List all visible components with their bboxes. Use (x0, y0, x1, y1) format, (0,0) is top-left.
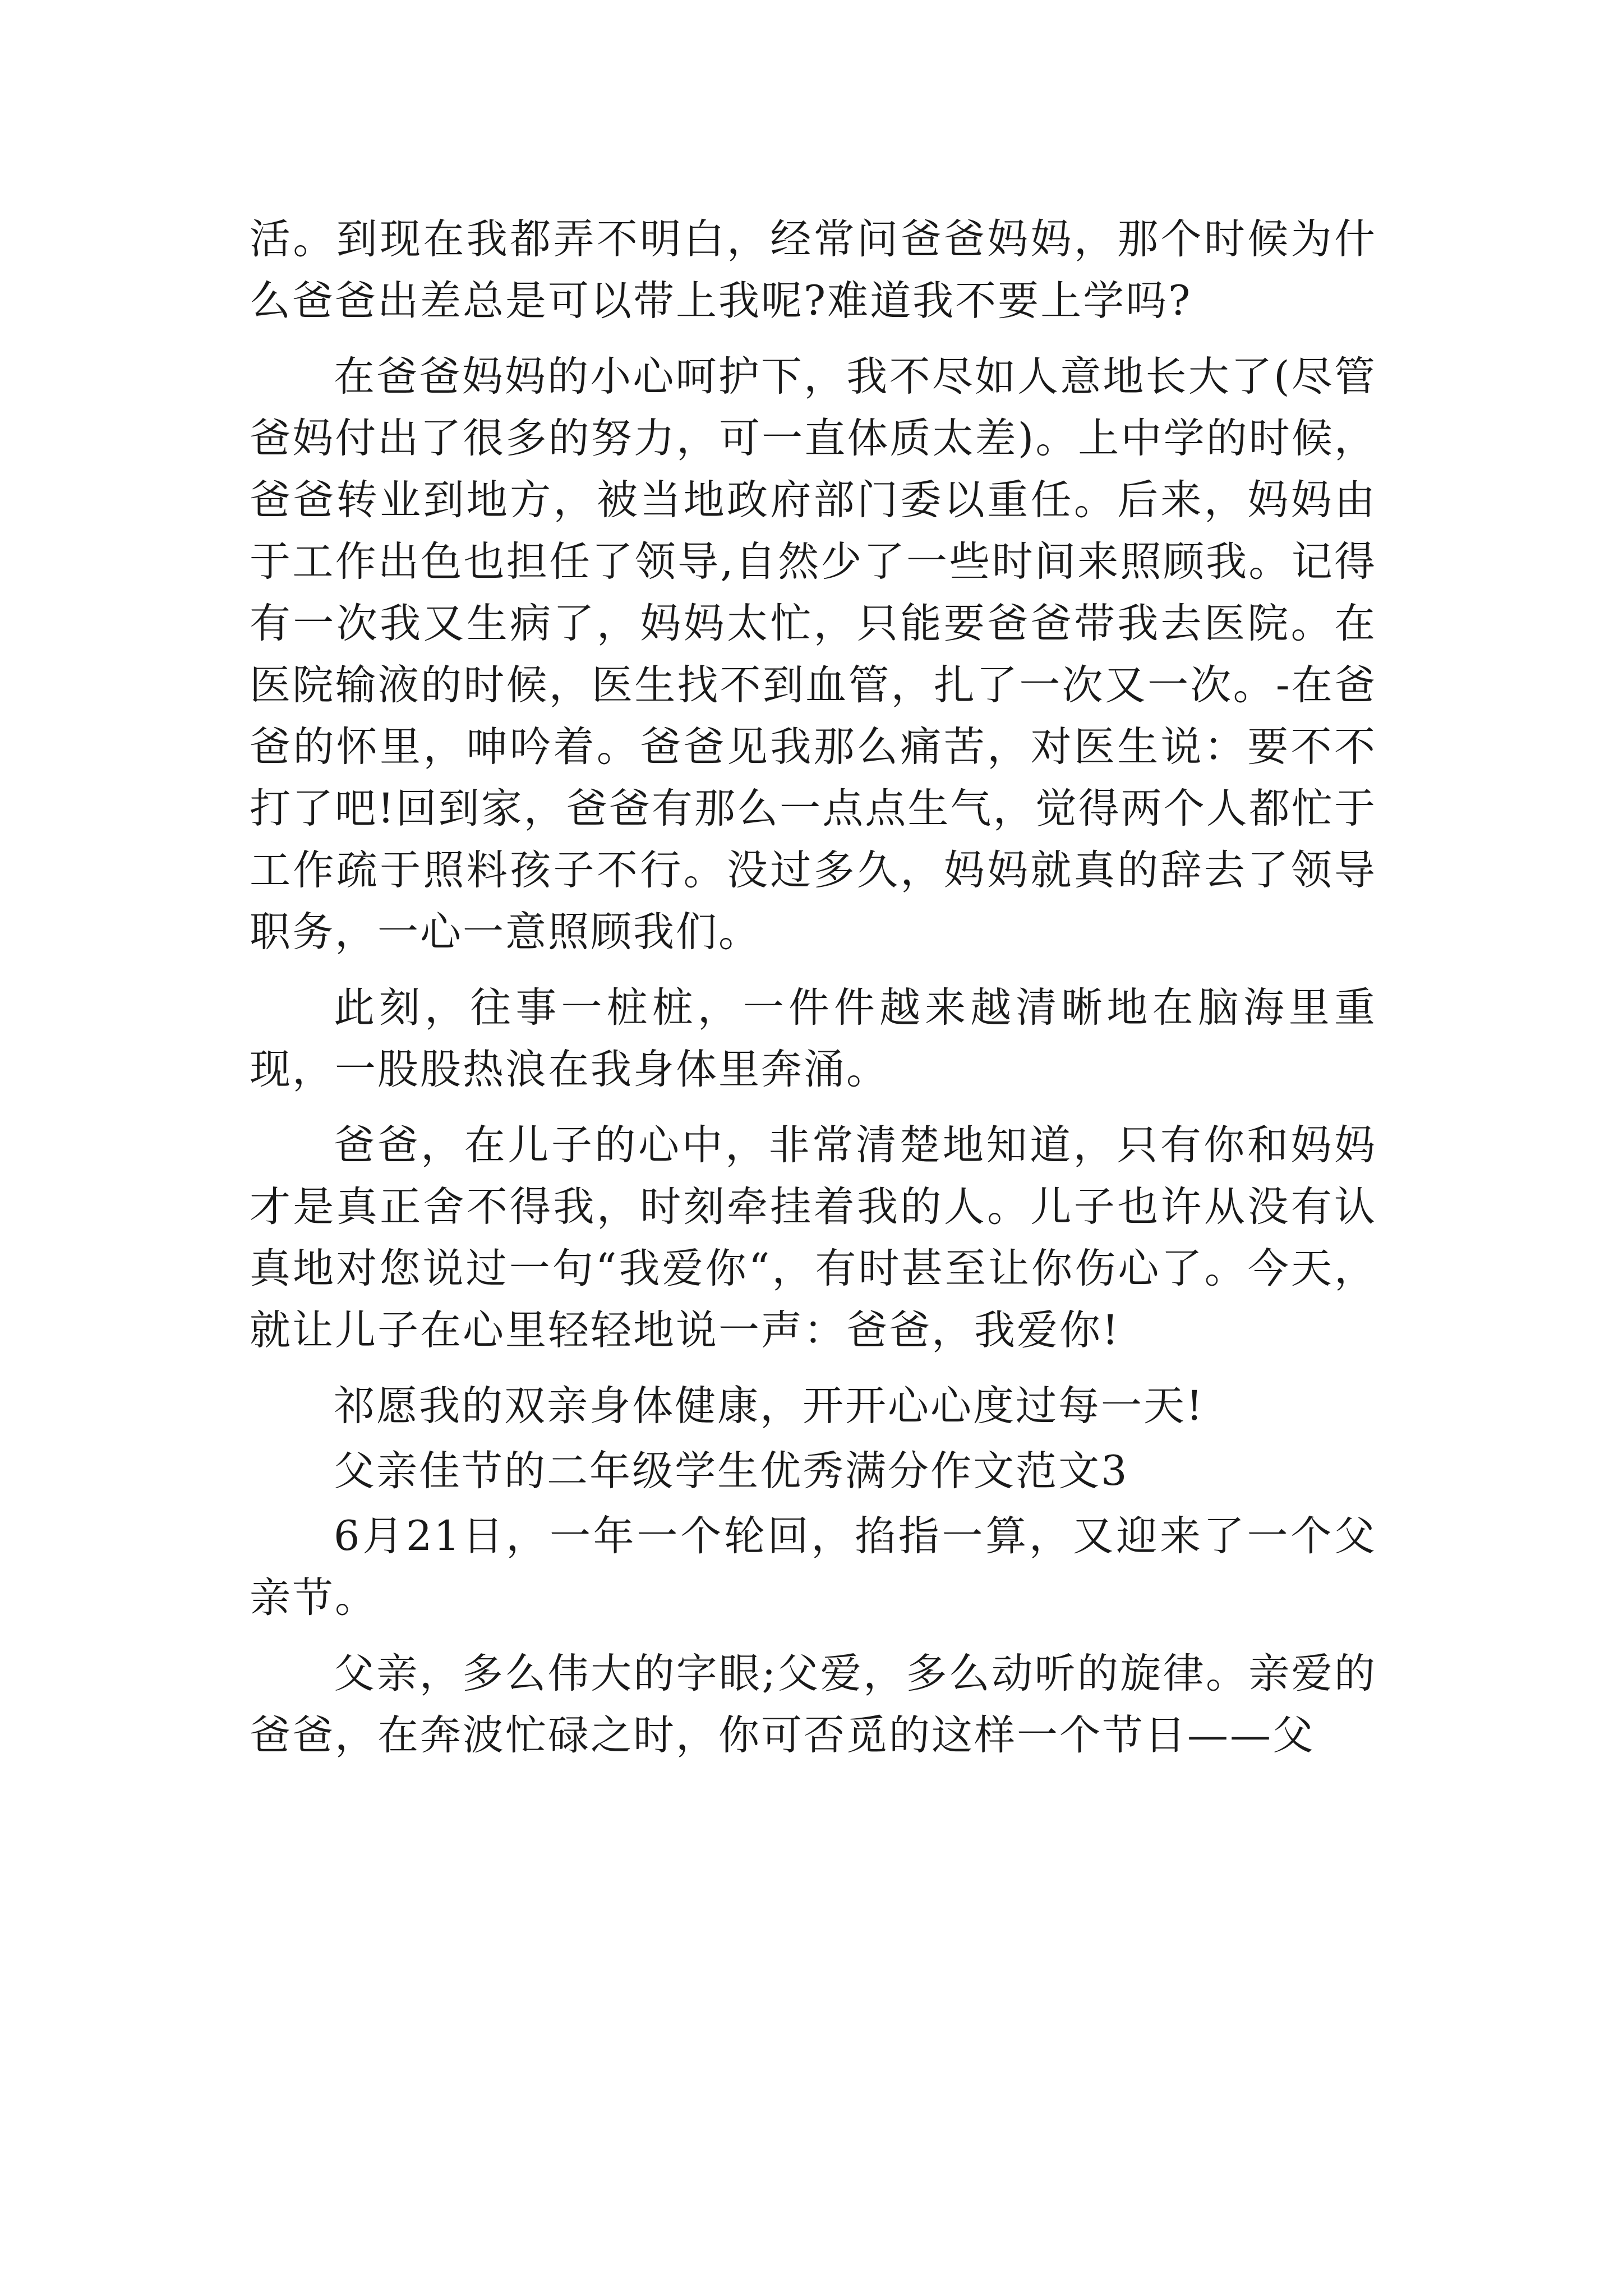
paragraph-5: 祁愿我的双亲身体健康，开开心心度过每一天! (334, 1382, 1205, 1430)
section-heading: 父亲佳节的二年级学生优秀满分作文范文3 (334, 1447, 1129, 1495)
paragraph-7: 父亲，多么伟大的字眼;父爱，多么动听的旋律。亲爱的爸爸，在奔波忙碌之时，你可否觅的这样一个节日——父 (250, 1650, 1377, 1759)
document-body (250, 209, 1377, 1780)
paragraph-3: 此刻，往事一桩桩，一件件越来越清晰地在脑海里重现，一股股热浪在我身体里奔涌。 (250, 984, 1377, 1093)
paragraph-6: 6月21日，一年一个轮回，掐指一算，又迎来了一个父亲节。 (250, 1512, 1377, 1622)
paragraph-1: 活。到现在我都弄不明白，经常问爸爸妈妈，那个时候为什么爸爸出差总是可以带上我呢?难道我不要上学吗? (250, 215, 1377, 325)
paragraph-2: 在爸爸妈妈的小心呵护下，我不尽如人意地长大了(尽管爸妈付出了很多的努力，可一直体质太差)。上中学的时候，爸爸转业到地方，被当地政府部门委以重任。后来，妈妈由于工作出色也担任了领导,自然少了一些时间来照顾我。记得有一次我又生病了，妈妈太忙，只能要爸爸带我去医院。在医院输液的时候，医生找不到血管，扎了一次又一次。-在爸爸的怀里，呻吟着。爸爸见我那么痛苦，对医生说：要不不打了吧!回到家，爸爸有那么一点点生气，觉得两个人都忙于工作疏于照料孩子不行。没过多久，妈妈就真的辞去了领导职务，一心一意照顾我们。 (250, 353, 1377, 956)
paragraph-4: 爸爸，在儿子的心中，非常清楚地知道，只有你和妈妈才是真正舍不得我，时刻牵挂着我的人。儿子也许从没有认真地对您说过一句“我爱你“，有时甚至让你伤心了。今天，就让儿子在心里轻轻地说一声：爸爸，我爱你! (250, 1121, 1377, 1354)
